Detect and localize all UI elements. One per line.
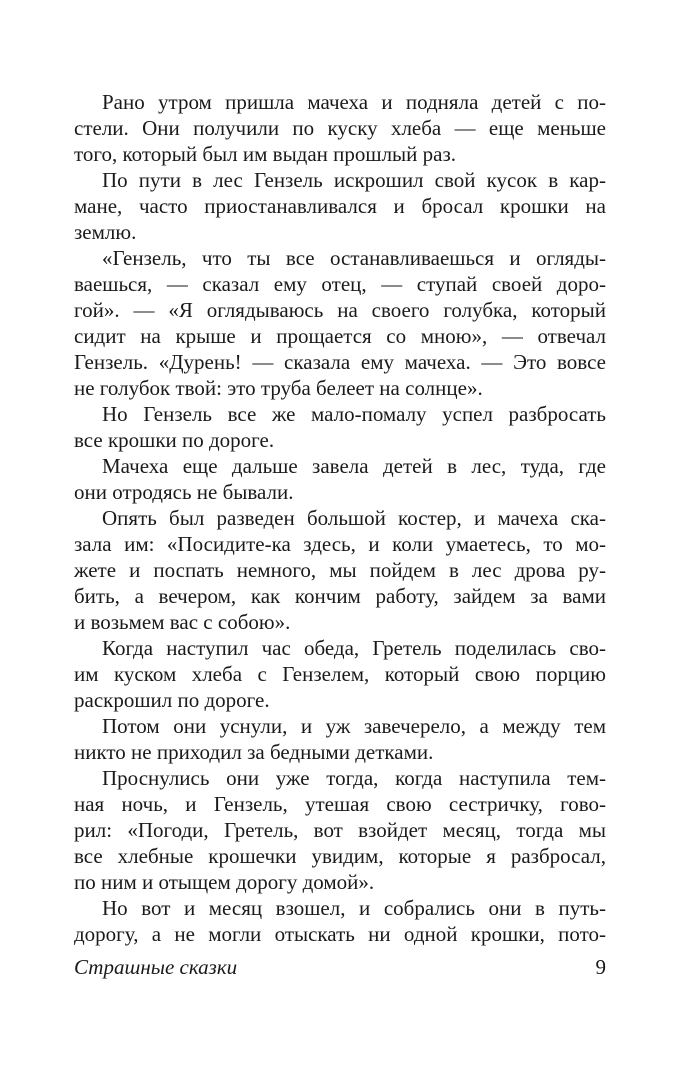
text-line: гой». — «Я оглядываюсь на своего голубка, который bbox=[74, 298, 606, 322]
text-line: Мачеха еще дальше завела детей в лес, туда, где bbox=[102, 454, 606, 478]
text-line: мане, часто приостанавливался и бросал крошки на bbox=[74, 194, 606, 218]
text-line: рил: «Погоди, Гретель, вот взойдет месяц, тогда мы bbox=[74, 818, 606, 842]
text-line: зала им: «Посидите-ка здесь, и коли умаетесь, то мо- bbox=[74, 532, 606, 556]
paragraph bbox=[74, 89, 606, 167]
text-line: раскрошил по дороге. bbox=[74, 688, 270, 712]
text-line: Когда наступил час обеда, Гретель поделилась сво- bbox=[102, 636, 606, 660]
text-line: Опять был разведен большой костер, и мачеха ска- bbox=[102, 506, 606, 530]
text-line: по ним и отыщем дорогу домой». bbox=[74, 870, 375, 894]
paragraph bbox=[74, 453, 606, 505]
text-line: они отродясь не бывали. bbox=[74, 480, 294, 504]
text-line: все крошки по дороге. bbox=[74, 428, 275, 452]
text-line: бить, а вечером, как кончим работу, зайдем за вами bbox=[74, 584, 606, 608]
text-line: Но вот и месяц взошел, и собрались они в путь- bbox=[102, 896, 606, 920]
paragraph bbox=[74, 765, 606, 895]
text-line: ваешься, — сказал ему отец, — ступай своей доро- bbox=[74, 272, 606, 296]
running-title: Страшные сказки bbox=[74, 955, 238, 979]
text-line: Проснулись они уже тогда, когда наступила тем- bbox=[102, 766, 606, 790]
text-line: По пути в лес Гензель искрошил свой кусок в кар- bbox=[102, 168, 606, 192]
text-line: землю. bbox=[74, 220, 137, 244]
page-number: 9 bbox=[595, 955, 606, 979]
text-line: дорогу, а не могли отыскать ни одной крошки, пото- bbox=[74, 922, 606, 946]
text-line: Рано утром пришла мачеха и подняла детей с по- bbox=[102, 90, 606, 114]
text-line: жете и поспать немного, мы пойдем в лес дрова ру- bbox=[74, 558, 606, 582]
text-line: того, который был им выдан прошлый раз. bbox=[74, 142, 457, 166]
paragraph bbox=[74, 635, 606, 713]
paragraph bbox=[74, 401, 606, 453]
text-line: все хлебные крошечки увидим, которые я разбросал, bbox=[74, 844, 606, 868]
paragraph bbox=[74, 895, 606, 947]
paragraph bbox=[74, 167, 606, 245]
text-line: Но Гензель все же мало-помалу успел разбросать bbox=[102, 402, 606, 426]
text-line: им куском хлеба с Гензелем, который свою порцию bbox=[74, 662, 606, 686]
text-line: не голубок твой: это труба белеет на солнце». bbox=[74, 376, 483, 400]
text-line: Гензель. «Дурень! — сказала ему мачеха. — Это вовсе bbox=[74, 350, 606, 374]
paragraph bbox=[74, 505, 606, 635]
text-line: сидит на крыше и прощается со мною», — отвечал bbox=[74, 324, 606, 348]
text-line: Потом они уснули, и уж завечерело, а между тем bbox=[102, 714, 606, 738]
text-line: и возьмем вас с собою». bbox=[74, 610, 291, 634]
text-line: «Гензель, что ты все останавливаешься и огляды- bbox=[102, 246, 606, 270]
text-line: ная ночь, и Гензель, утешая свою сестричку, гово- bbox=[74, 792, 606, 816]
paragraph bbox=[74, 245, 606, 401]
body-text bbox=[74, 89, 606, 947]
text-line: никто не приходил за бедными детками. bbox=[74, 740, 434, 764]
paragraph bbox=[74, 713, 606, 765]
page-footer bbox=[74, 952, 606, 982]
text-line: стели. Они получили по куску хлеба — еще меньше bbox=[74, 116, 606, 140]
